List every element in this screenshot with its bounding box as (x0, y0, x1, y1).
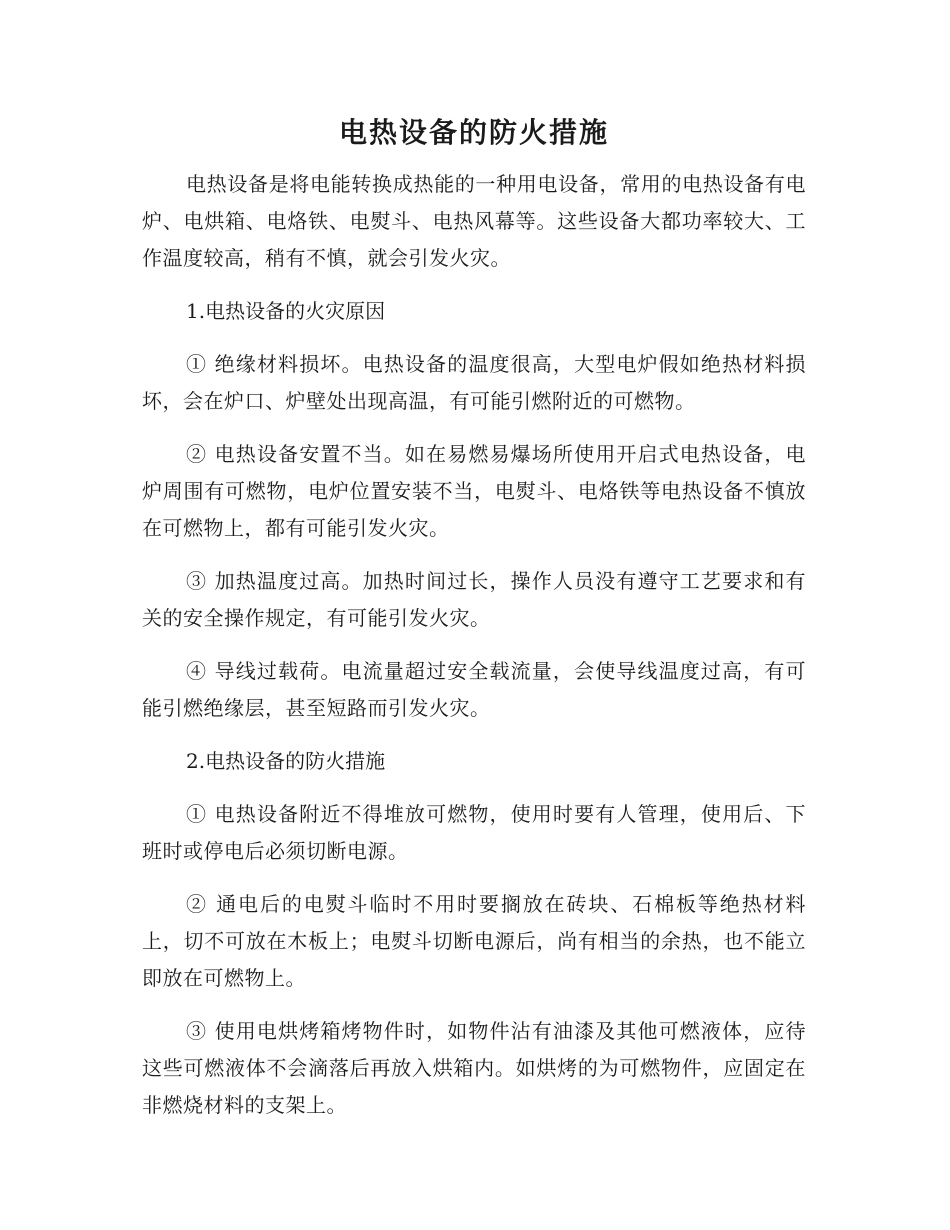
fire-cause-item-1: ① 绝缘材料损坏。电热设备的温度很高，大型电炉假如绝热材料损坏，会在炉口、炉壁处出现高温，有可能引燃附近的可燃物。 (142, 352, 806, 413)
document-body (142, 108, 806, 1140)
prevention-item-1: ① 电热设备附近不得堆放可燃物，使用时要有人管理，使用后、下班时或停电后必须切断电源。 (142, 802, 806, 863)
fire-cause-item-4: ④ 导线过载荷。电流量超过安全载流量，会使导线温度过高，有可能引燃绝缘层，甚至短路而引发火灾。 (142, 659, 806, 720)
section-heading-fire-prevention: 2.电热设备的防火措施 (186, 749, 386, 773)
fire-cause-item-2: ② 电热设备安置不当。如在易燃易爆场所使用开启式电热设备，电炉周围有可燃物，电炉位置安装不当，电熨斗、电烙铁等电热设备不慎放在可燃物上，都有可能引发火灾。 (142, 442, 806, 540)
document-title: 电热设备的防火措施 (338, 116, 609, 149)
intro-paragraph: 电热设备是将电能转换成热能的一种用电设备，常用的电热设备有电炉、电烘箱、电烙铁、电熨斗、电热风幕等。这些设备大都功率较大、工作温度较高，稍有不慎，就会引发火灾。 (142, 172, 806, 270)
prevention-item-3: ③ 使用电烘烤箱烤物件时，如物件沾有油漆及其他可燃液体，应待这些可燃液体不会滴落后再放入烘箱内。如烘烤的为可燃物件，应固定在非燃烧材料的支架上。 (142, 1019, 806, 1117)
section-heading-fire-causes: 1.电热设备的火灾原因 (186, 299, 386, 323)
prevention-item-2: ② 通电后的电熨斗临时不用时要搁放在砖块、石棉板等绝热材料上，切不可放在木板上；电熨斗切断电源后，尚有相当的余热，也不能立即放在可燃物上。 (142, 892, 806, 990)
fire-cause-item-3: ③ 加热温度过高。加热时间过长，操作人员没有遵守工艺要求和有关的安全操作规定，有可能引发火灾。 (142, 569, 806, 630)
